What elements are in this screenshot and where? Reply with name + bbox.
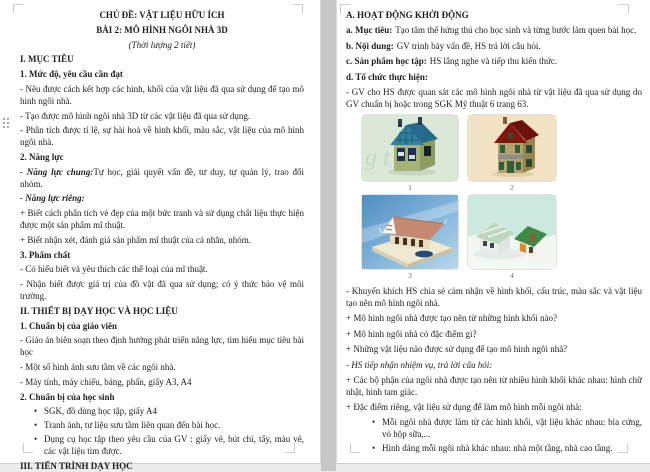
lead-label: - Năng lực chung:	[20, 167, 93, 177]
paragraph: - GV cho HS được quan sát các mô hình ngôi nhà từ vật liệu đã qua sử dụng do GV chuẩn bị hoặc trong SGK Mỹ thuật 6 trang 63.	[346, 87, 642, 111]
lead-label: b. Nội dung:	[346, 41, 394, 51]
paragraph	[20, 167, 304, 191]
paragraph: - Tạo được mô hình ngôi nhà 3D từ các vật liệu đã qua sử dụng.	[20, 111, 304, 123]
lead-text: Tự học, giải quyết vấn đề, tư duy, tự quản lý, trao đổi nhóm.	[20, 167, 304, 189]
heading-nang-luc: 2. Năng lực	[20, 152, 304, 164]
house-photo-3-icon	[362, 195, 458, 269]
house-photo-2-icon	[468, 115, 556, 181]
paragraph: + Đặc điểm riêng, vật liệu sử dụng để làm mô hình mỗi ngôi nhà:	[346, 402, 642, 414]
paragraph: + Mô hình ngôi nhà có đặc điểm gì?	[346, 329, 642, 341]
house-photo-4-icon	[468, 195, 556, 269]
figure-house-model-4[interactable]	[467, 194, 557, 270]
list-item: • Tranh ảnh, tư liệu sưu tầm liên quan đến bài học.	[34, 420, 304, 432]
paragraph: - HS tiếp nhận nhiệm vụ, trả lời câu hỏi:	[346, 360, 642, 372]
figure-label: 3	[361, 271, 459, 280]
paragraph	[346, 41, 642, 53]
lead-label: c. Sản phẩm học tập:	[346, 56, 427, 66]
lead-text: GV trình bày vấn đề, HS trả lời câu hỏi.	[397, 41, 541, 51]
page-gap	[321, 0, 336, 471]
figure-house-model-1[interactable]	[361, 114, 459, 182]
heading-chuan-bi-hs: 2. Chuẩn bị của học sinh	[20, 392, 304, 404]
figure-label: 4	[467, 271, 557, 280]
crop-mark-icon	[350, 443, 360, 453]
paragraph: - Một số hình ảnh sưu tầm về các ngôi nhà.	[20, 362, 304, 374]
figure-house-model-3[interactable]	[361, 194, 459, 270]
paragraph: + Những vật liệu nào được sử dụng để tạo mô hình ngôi nhà?	[346, 344, 642, 356]
heading-pham-chat: 3. Phẩm chất	[20, 250, 304, 262]
page-2[interactable]	[336, 0, 650, 464]
watermark-text: g t	[365, 145, 391, 171]
paragraph: + Mô hình ngôi nhà được tạo nên từ những hình khối nào?	[346, 313, 642, 325]
crop-mark-icon	[619, 4, 629, 14]
paragraph: + Các bộ phận của ngôi nhà được tạo nên từ nhiều hình khối khác nhau: hình chữ nhật, hình tam giác.	[346, 375, 642, 399]
list-item: • Hình dáng mỗi ngôi nhà khác nhau: nhà một tầng, nhà cao tầng.	[372, 443, 642, 455]
figure-label: 1	[361, 183, 459, 192]
lead-label: a. Mục tiêu:	[346, 25, 392, 35]
crop-mark-icon	[13, 4, 23, 14]
paragraph: + Biết cách phân tích vẻ đẹp của một bức tranh và sử dụng chất liệu thực hiện được một sản phẩm mĩ thuật.	[20, 208, 304, 232]
heading-hoat-dong-khoi-dong: A. HOẠT ĐỘNG KHỞI ĐỘNG	[346, 10, 642, 22]
figure-label: 2	[467, 183, 557, 192]
paragraph: - Nhận biết được giá trị của đồ vật đã qua sử dụng; có ý thức bảo vệ môi trường.	[20, 279, 304, 303]
heading-muc-tieu: I. MỤC TIÊU	[20, 54, 304, 66]
heading-nang-luc-rieng: - Năng lực riêng:	[20, 193, 304, 205]
heading-thiet-bi: II. THIẾT BỊ DẠY HỌC VÀ HỌC LIỆU	[20, 306, 304, 318]
page-1[interactable]	[0, 0, 321, 464]
doc-title-theme: CHỦ ĐỀ: VẬT LIỆU HỮU ÍCH	[20, 10, 304, 22]
paragraph	[346, 56, 642, 68]
heading-chuan-bi-gv: 1. Chuẩn bị của giáo viên	[20, 321, 304, 333]
paragraph: - Có hiểu biết và yêu thích các thể loại của mĩ thuật.	[20, 264, 304, 276]
paragraph: - Phân tích được tỉ lệ, sự hài hoà về hình khối, màu sắc, vật liệu của mô hình ngôi nhà.	[20, 125, 304, 149]
heading-to-chuc: d. Tổ chức thực hiện:	[346, 72, 642, 84]
paragraph: - Khuyến khích HS chia sẻ cảm nhận về hình khối, cấu trúc, màu sắc và vật liệu tạo nên mô hình ngôi nhà.	[346, 286, 642, 310]
roof-letter-text: S	[527, 229, 538, 245]
paragraph: - Máy tính, máy chiếu, bảng, phấn, giấy A3, A4	[20, 377, 304, 389]
paragraph: - Giáo án biên soạn theo định hướng phát triển năng lực, tìm hiểu mục tiêu bài học	[20, 335, 304, 359]
doc-title-lesson: BÀI 2: MÔ HÌNH NGÔI NHÀ 3D	[20, 25, 304, 37]
lead-text: Tạo tâm thế hứng thú cho học sinh và từng bước làm quen bài học.	[395, 25, 636, 35]
crop-mark-icon	[293, 4, 303, 14]
heading-muc-do: 1. Mức độ, yêu cầu cần đạt	[20, 69, 304, 81]
house-model-figures	[361, 114, 557, 282]
list-item: • Mỗi ngôi nhà được làm từ các hình khối, vật liệu khác nhau: bìa cứng, vỏ hộp sữa,...	[372, 417, 642, 441]
doc-duration: (Thời lượng 2 tiết)	[20, 40, 304, 52]
lead-text: HS lắng nghe và tiếp thu kiến thức.	[430, 56, 557, 66]
paragraph	[346, 25, 642, 37]
drag-handle-icon[interactable]	[2, 116, 10, 134]
list-item: • Dụng cụ học tập theo yêu cầu của GV : giấy vẽ, bút chì, tẩy, màu vẽ, các vật liệu tìm được.	[34, 434, 304, 458]
paragraph: + Biết nhận xét, đánh giá sản phẩm mĩ thuật của cá nhân, nhóm.	[20, 235, 304, 247]
list-item: • SGK, đồ dùng học tập, giấy A4	[34, 406, 304, 418]
heading-tien-trinh: III. TIẾN TRÌNH DẠY HỌC	[20, 461, 304, 472]
answer-list	[346, 417, 642, 454]
crop-mark-icon	[23, 443, 33, 453]
house-photo-1-icon	[362, 115, 458, 181]
crop-mark-icon	[340, 4, 350, 14]
figure-house-model-2[interactable]	[467, 114, 557, 182]
paragraph: - Nêu được cách kết hợp các hình, khối của vật liệu đã qua sử dụng để tạo mô hình ngôi nhà.	[20, 84, 304, 108]
student-prep-list	[20, 406, 304, 457]
